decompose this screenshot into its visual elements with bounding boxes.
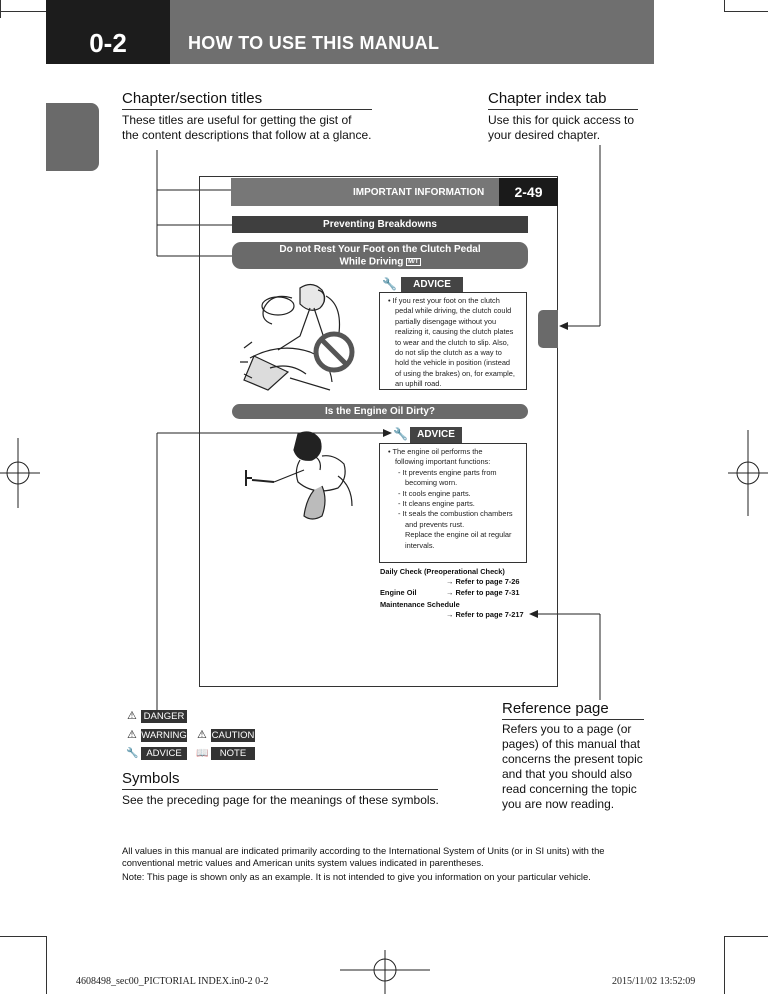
warning-triangle-icon: ⚠ — [127, 710, 137, 722]
callout-text-reference-page: Refers you to a page (or pages) of this manual that concerns the present topic and that you should also read concerning the topic you are now reading. — [502, 722, 643, 811]
advice-label: ADVICE — [410, 427, 462, 443]
warning-triangle-icon: ⚠ — [127, 729, 137, 741]
example-page-number: 2-49 — [514, 184, 543, 200]
advice-label: ADVICE — [401, 277, 463, 293]
example-subsection-title-2: Is the Engine Oil Dirty? — [232, 404, 528, 419]
example-section-title: Preventing Breakdowns — [232, 216, 528, 233]
callout-text-chapter-titles: These titles are useful for getting the gist of the content descriptions that follow at a glance. — [122, 113, 372, 142]
print-file-name: 4608498_sec00_PICTORIAL INDEX.in0-2 0-2 — [76, 976, 269, 987]
advice-text: • If you rest your foot on the clutch pedal while driving, the clutch could partially disengage without you realizing it, causing the clutch plates to wear and the clutch to slip. Also, do not slip the clutch as a way to hold the vehicle in position (instead of using the brakes) on, for example, an uphill road. — [388, 296, 515, 389]
print-timestamp: 2015/11/02 13:52:09 — [612, 976, 696, 987]
reference-link[interactable]: → Refer to page 7-26 — [446, 577, 520, 586]
clutch-foot-illustration — [230, 278, 370, 396]
example-chapter-index-tab — [538, 310, 558, 348]
note-book-icon: 📖 — [196, 748, 209, 759]
callout-text-index-tab: Use this for quick access to your desired chapter. — [488, 113, 635, 142]
warning-badge: WARNING — [141, 730, 187, 741]
caution-triangle-icon: ⚠ — [197, 729, 207, 741]
callout-underline — [122, 789, 438, 790]
mt-badge: M/T — [408, 259, 419, 265]
reference-engine-oil: Engine Oil — [380, 588, 417, 597]
page-number: 0-2 — [89, 28, 127, 58]
example-chapter-title: IMPORTANT INFORMATION — [353, 187, 485, 198]
advice-icon: 🔧 — [126, 748, 139, 759]
reference-maintenance: Maintenance Schedule — [380, 600, 460, 609]
advice-text: • The engine oil performs the following important functions: - It prevents engine parts from becoming worn. - It cools engine parts. - It cleans engine parts. - It seals the combustion chambers and prevents rust. Replace the engine oil at regular intervals. — [388, 447, 513, 550]
reference-link[interactable]: → Refer to page 7-31 — [446, 588, 520, 597]
example-disclaimer: Note: This page is shown only as an example. It is not intended to give you information on your particular vehicle. — [122, 871, 591, 882]
advice-icon: 🔧 — [393, 427, 408, 441]
callout-text-symbols: See the preceding page for the meanings of these symbols. — [122, 793, 439, 807]
callout-title-symbols: Symbols — [122, 770, 180, 787]
advice-badge: ADVICE — [141, 747, 187, 760]
callout-title-index-tab: Chapter index tab — [488, 90, 607, 107]
callout-title-chapter-titles: Chapter/section titles — [122, 90, 263, 107]
callout-title-reference-page: Reference page — [502, 700, 609, 717]
note-badge: NOTE — [211, 747, 255, 760]
example-subsection-title-1: Do not Rest Your Foot on the Clutch Pedal While Driving M/T — [232, 242, 528, 269]
callout-underline — [502, 719, 644, 720]
si-units-note: All values in this manual are indicated primarily according to the International System of Units (or in SI units) with the conventional metric values and American units system values indicated in parentheses. — [122, 845, 605, 868]
engine-oil-illustration — [244, 430, 369, 522]
reference-daily-check: Daily Check (Preoperational Check) — [380, 567, 505, 576]
page-title: HOW TO USE THIS MANUAL — [188, 33, 440, 53]
danger-badge: DANGER — [141, 710, 187, 723]
reference-link[interactable]: → Refer to page 7-217 — [446, 610, 524, 619]
caution-badge: CAUTION — [211, 730, 255, 741]
advice-icon: 🔧 — [382, 277, 397, 291]
